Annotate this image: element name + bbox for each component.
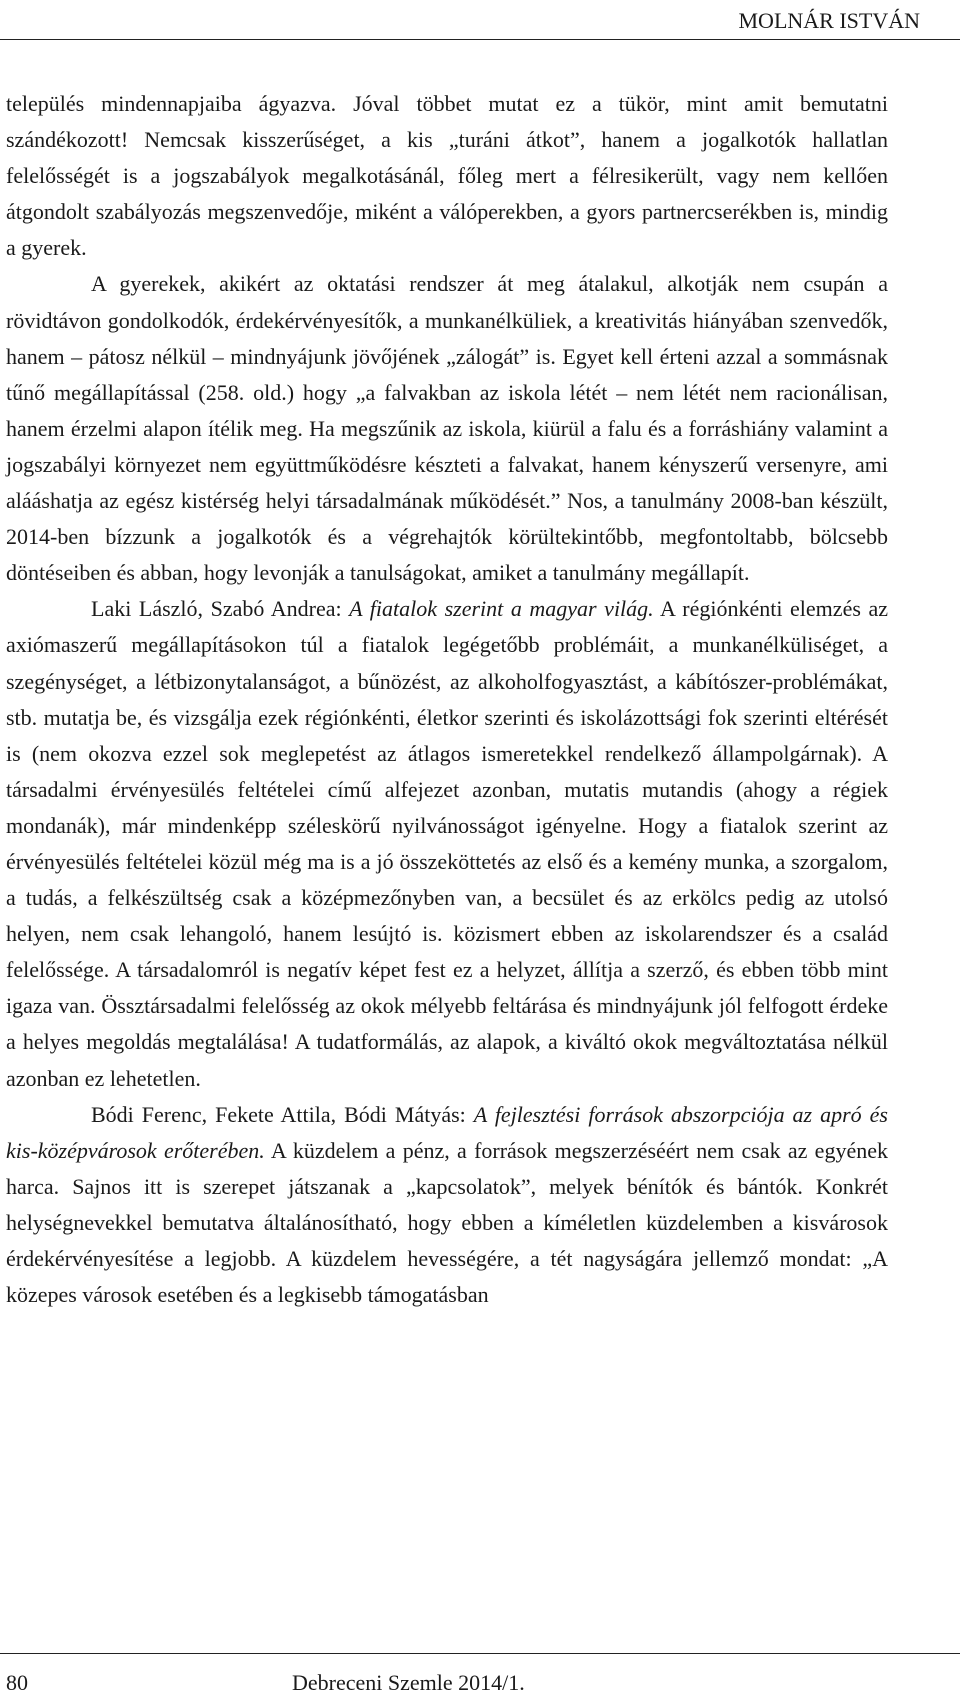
header-divider: [0, 39, 960, 40]
footer-divider: [0, 1653, 960, 1654]
journal-citation: Debreceni Szemle 2014/1.: [292, 1670, 525, 1695]
reviewed-work-title: A fiatalok szerint a magyar világ.: [349, 596, 654, 622]
paragraph-2: [6, 266, 888, 591]
running-header-author: MOLNÁR ISTVÁN: [738, 8, 920, 33]
reviewed-authors: Laki László, Szabó Andrea:: [91, 596, 350, 622]
paragraph-4-review-bodi-fekete: [6, 1097, 888, 1314]
paragraph-1: [6, 86, 888, 266]
paragraph-text: A küzdelem a pénz, a források megszerzéséért nem csak az egyének harca. Sajnos itt is szerepet játszanak a „kapcsolatok”, melyek bénítók és bántók. Konkrét helységnevekkel bemutatva általánosítható, hogy ebben a kíméletlen küzdelemben a kisvárosok érdekérvényesítése a legjobb. A küzdelem hevességére, a tét nagyságára jellemző mondat: „A közepes városok esetében és a legkisebb támogatásban: [6, 1137, 888, 1308]
paragraph-text: A gyerekek, akikért az oktatási rendszer át meg átalakul, alkotják nem csupán a rövidtávon gondolkodók, érdekérvényesítők, a munkanélküliek, a kreativitás hiányában szenvedők, hanem – pátosz nélkül – mindnyájunk jövőjének „zálogát” is. Egyet kell érteni azzal a sommásnak tűnő megállapítással (258. old.) hogy „a falvakban az iskola létét – nem létét nem racionálisan, hanem érzelmi alapon ítélik meg. Ha megszűnik az iskola, kiürül a falu és a forráshiány valamint a jogszabályi környezet nem együttműködésre készteti a falvakat, hanem kényszerű versenyre, ami alááshatja az egész kistérség helyi társadalmának működését.” Nos, a tanulmány 2008-ban készült, 2014-ben bízzunk a jogalkotók és a végrehajtók körültekintőbb, megfontoltabb, bölcsebb döntéseiben és abban, hogy levonják a tanulságokat, amiket a tanulmány megállapít.: [6, 271, 888, 586]
reviewed-authors: Bódi Ferenc, Fekete Attila, Bódi Mátyás:: [91, 1101, 474, 1127]
paragraph-text: A régiónkénti elemzés az axiómaszerű megállapításokon túl a fiatalok legégetőbb problémáit, a munkanélküliséget, a szegénységet, a létbizonytalanságot, a bűnözést, az alkoholfogyasztást, a kábítószer-problémákat, stb. mutatja be, és vizsgálja ezek régiónkénti, életkor szerinti és iskolázottsági fok szerinti eltérését is (nem okozva ezzel sok meglepetést az átlagos ismeretekkel rendelkező állampolgárnak). A társadalmi érvényesülés feltételei című alfejezet azonban, mutatis mutandis (ahogy a régiek mondanák), már mindenképp széleskörű nyilvánosságot igényelne. Hogy a fiatalok szerint az érvényesülés feltételei közül még ma is a jó összeköttetés az első és a kemény munka, a szorgalom, a tudás, a felkészültség csak a középmezőnyben van, a becsület és az erkölcs pedig az utolsó helyen, nem csak lehangoló, hanem lesújtó is. közismert ebben az iskolarendszer és a család felelőssége. A társadalomról is negatív képet fest ez a helyzet, állítja a szerző, és ebben több mint igaza van. Össztársadalmi felelősség az okok mélyebb feltárása és mindnyájunk jól felfogott érdeke a helyes megoldás megtalálása! A tudatformálás, az alapok, a kiváltó okok megváltoztatása nélkül azonban ez lehetetlen.: [6, 596, 888, 1091]
article-body: [6, 86, 888, 1313]
paragraph-text: település mindennapjaiba ágyazva. Jóval többet mutat ez a tükör, mint amit bemutatni szándékozott! Nemcsak kisszerűséget, a kis „turáni átkot”, hanem a jogalkotók hallatlan felelősségét is a jogszabályok megalkotásánál, főleg mert a félresikerült, vagy nem kellően átgondolt szabályozás megszenvedője, miként a válóperekben, a gyors partnercserékben is, mindig a gyerek.: [6, 91, 888, 261]
reviewed-work-title: A fejlesztési források abszorpciója az apró és kis-középvárosok erőterében.: [6, 1101, 888, 1163]
paragraph-3-review-laki-szabo: [6, 591, 888, 1096]
page-number: 80: [6, 1670, 28, 1695]
